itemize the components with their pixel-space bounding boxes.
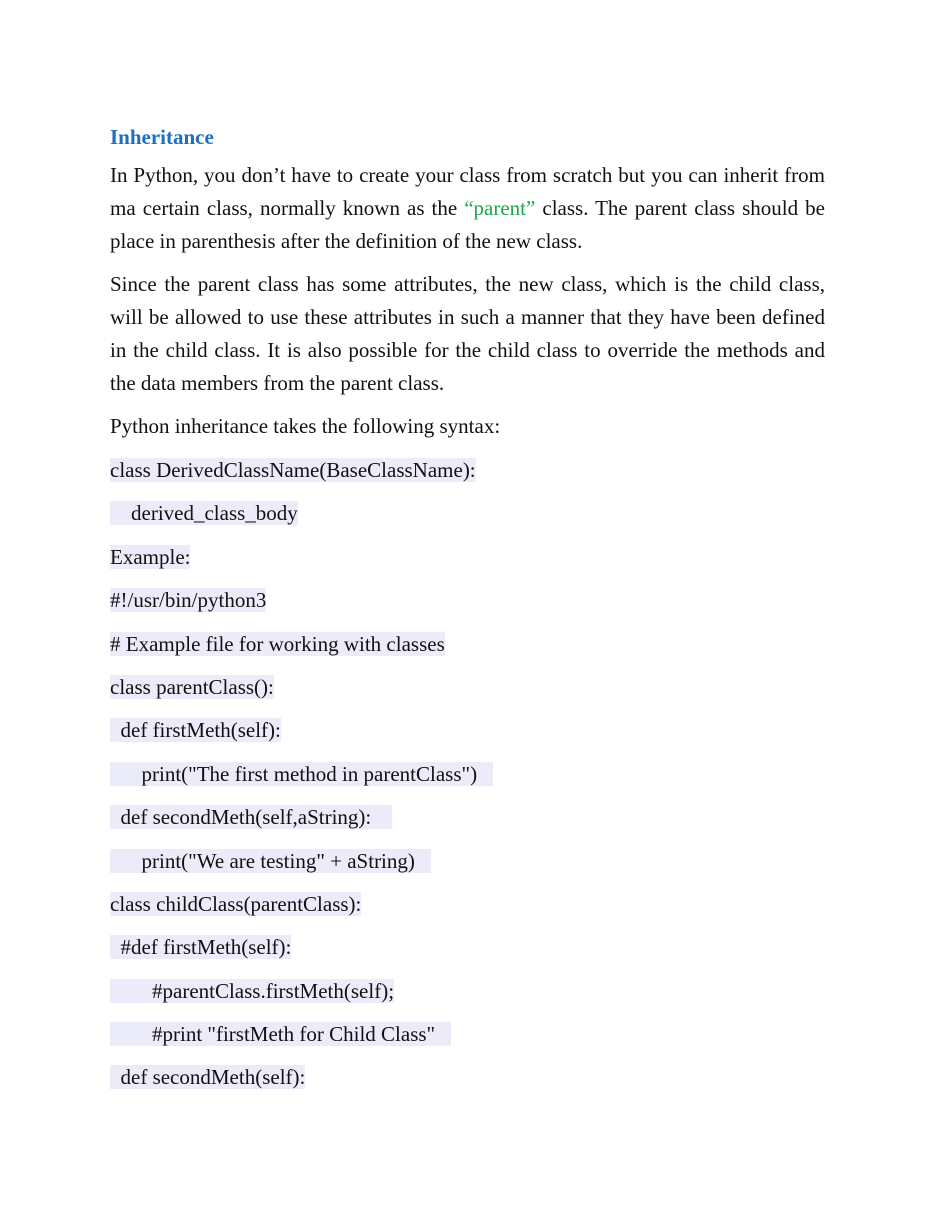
code-text: #!/usr/bin/python3 [110, 588, 267, 613]
code-text: def firstMeth(self): [110, 718, 281, 743]
code-line [110, 891, 825, 917]
code-line [110, 1021, 825, 1047]
code-text: Example: [110, 544, 191, 569]
code-text: class parentClass(): [110, 674, 274, 699]
code-line [110, 1064, 825, 1090]
code-line [110, 978, 825, 1004]
code-line [110, 761, 825, 787]
code-text: def secondMeth(self): [110, 1065, 306, 1090]
code-text: derived_class_body [110, 501, 298, 526]
code-line [110, 544, 825, 570]
paragraph-intro-part2: class. The parent class should be place in parenthesis after the definition of the new class. [110, 196, 825, 253]
code-text: class DerivedClassName(BaseClassName): [110, 458, 476, 482]
code-text: #print "firstMeth for Child Class" [110, 1022, 451, 1047]
code-text: print("The first method in parentClass") [110, 761, 493, 786]
code-line [110, 674, 825, 700]
code-line [110, 804, 825, 830]
code-line [110, 717, 825, 743]
section-heading: Inheritance [110, 125, 214, 149]
paragraph-attributes: Since the parent class has some attributes, the new class, which is the child class, will be allowed to use these attributes in such a manner that they have been defined in the child class. It is also possible for the child class to override the methods and the data members from the parent class. [110, 272, 825, 395]
parent-highlight: “parent” [464, 196, 536, 220]
code-text: #parentClass.firstMeth(self); [110, 978, 395, 1003]
code-text: class childClass(parentClass): [110, 891, 362, 916]
document-page [110, 123, 825, 1108]
code-line [110, 457, 825, 483]
code-block [110, 457, 825, 1090]
paragraph-intro [110, 159, 825, 258]
code-text: def secondMeth(self,aString): [110, 805, 393, 830]
code-text: #def firstMeth(self): [110, 935, 292, 960]
code-line [110, 934, 825, 960]
code-line [110, 848, 825, 874]
paragraph-intro-part1: In Python, you don’t have to create your class from scratch but you can inherit from ma certain class, normally known as the [110, 163, 825, 220]
code-text: # Example file for working with classes [110, 631, 445, 656]
code-text: print("We are testing" + aString) [110, 848, 431, 873]
code-line [110, 587, 825, 613]
paragraph-syntax-intro: Python inheritance takes the following syntax: [110, 414, 501, 438]
code-line [110, 631, 825, 657]
code-line [110, 500, 825, 526]
